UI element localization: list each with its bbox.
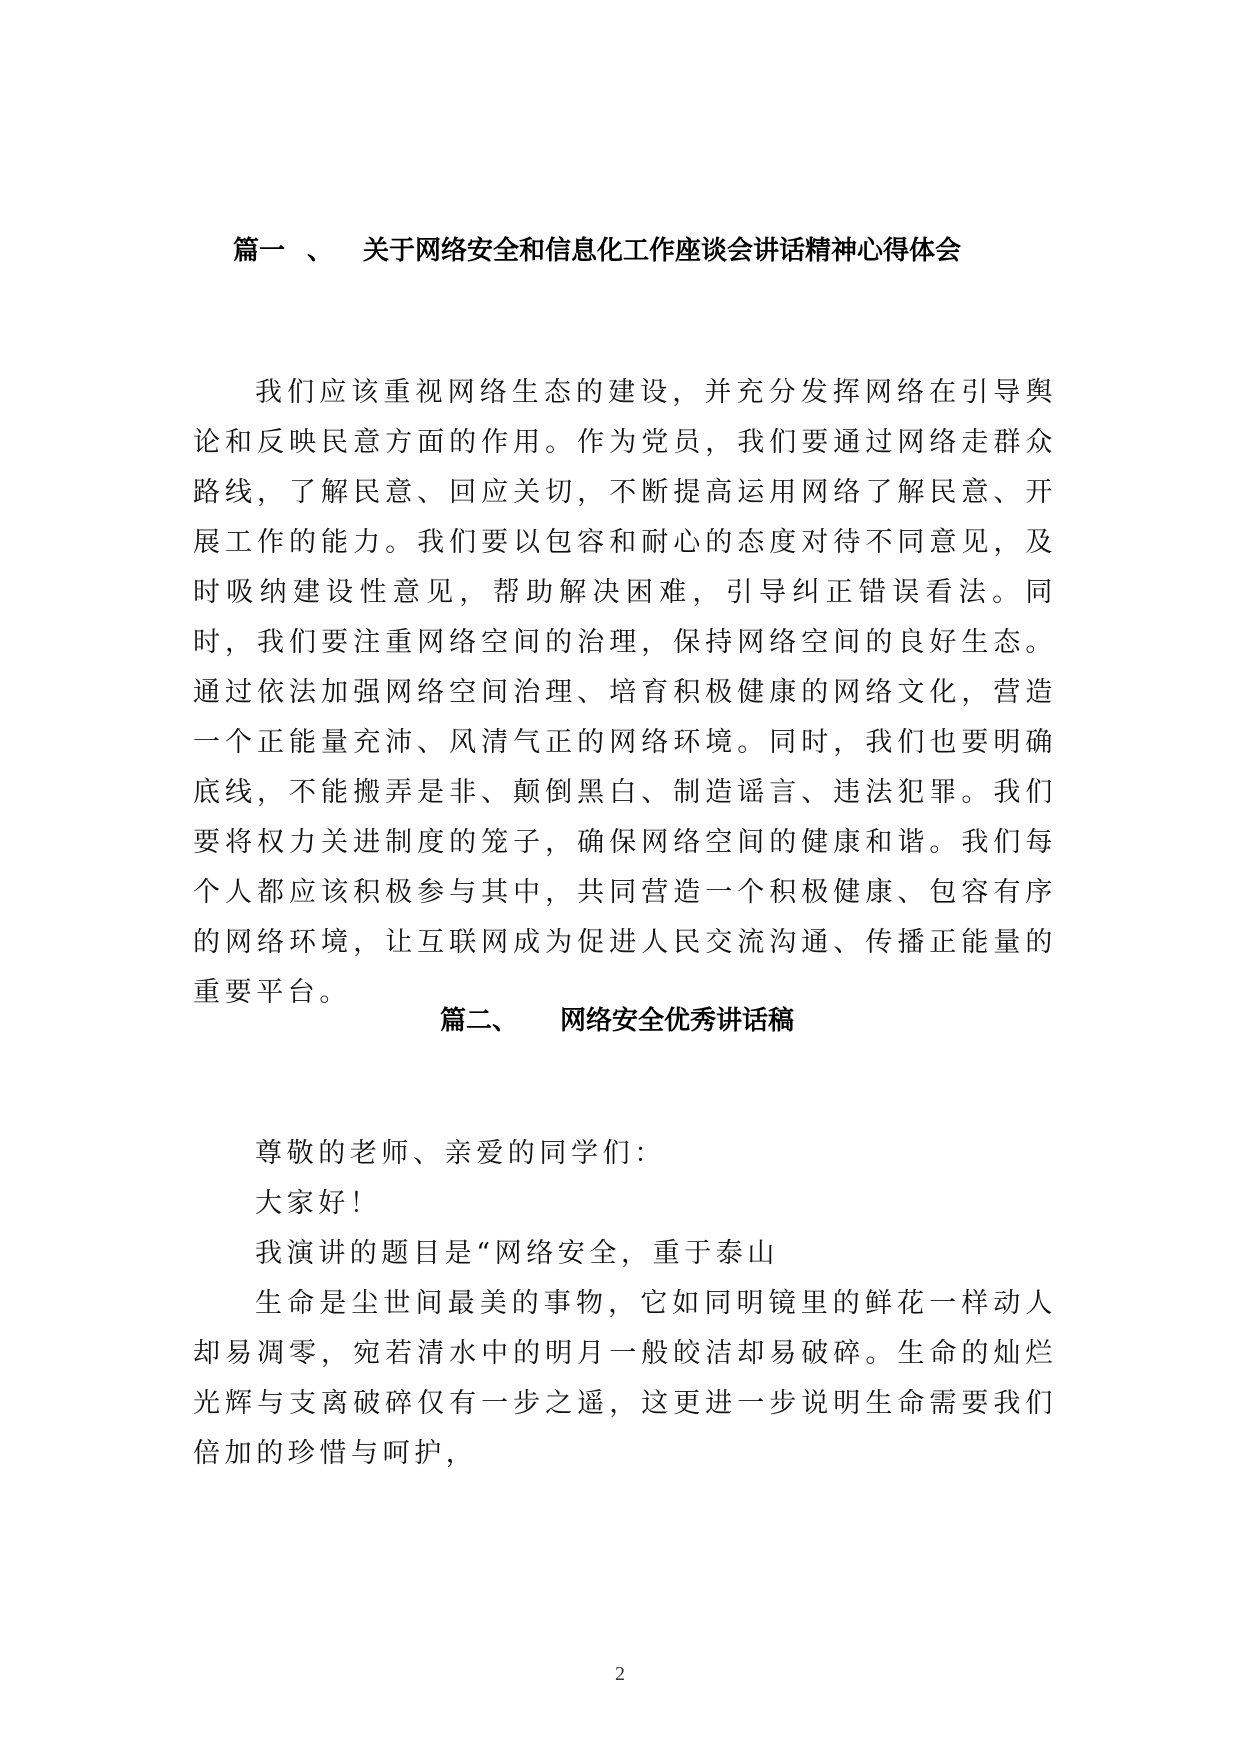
page-number: 2: [615, 1663, 625, 1685]
greeting: 大家好！: [255, 1188, 382, 1219]
section-2-title: 网络安全优秀讲话稿: [560, 1006, 795, 1036]
paragraph: 我们应该重视网络生态的建设，并充分发挥网络在引导舆论和反映民意方面的作用。作为党员，我们要通过网络走群众路线，了解民意、回应关切，不断提高运用网络了解民意、开展工作的能力。我们要以包容和耐心的态度对待不同意见，及时吸纳建设性意见，帮助解决困难，引导纠正错误看法。同时，我们要注重网络空间的治理，保持网络空间的良好生态。通过依法加强网络空间治理、培育积极健康的网络文化，营造一个正能量充沛、风清气正的网络环境。同时，我们也要明确底线，不能搬弄是非、颠倒黑白、制造谣言、违法犯罪。我们要将权力关进制度的笼子，确保网络空间的健康和谐。我们每个人都应该积极参与其中，共同营造一个积极健康、包容有序的网络环境，让互联网成为促进人民交流沟通、传播正能量的重要平台。: [193, 377, 1057, 1008]
section-1-title: 关于网络安全和信息化工作座谈会讲话精神心得体会: [363, 236, 962, 266]
section-2-body: [193, 1129, 1057, 1479]
paragraph: 生命是尘世间最美的事物，它如同明镜里的鲜花一样动人却易凋零，宛若清水中的明月一般皎洁却易破碎。生命的灿烂光辉与支离破碎仅有一步之遥，这更进一步说明生命需要我们倍加的珍惜与呵护，: [193, 1288, 1057, 1469]
section-1-heading: [233, 233, 961, 269]
section-2-heading: [440, 1003, 794, 1039]
section-1-body: [193, 368, 1057, 1018]
section-2-label: 篇二、: [440, 1006, 519, 1036]
speech-topic: 我演讲的题目是“网络安全，重于泰山: [255, 1238, 780, 1269]
section-1-separator: 、: [307, 236, 334, 266]
salutation: 尊敬的老师、亲爱的同学们：: [255, 1138, 666, 1169]
section-1-label: 篇一: [233, 236, 286, 266]
